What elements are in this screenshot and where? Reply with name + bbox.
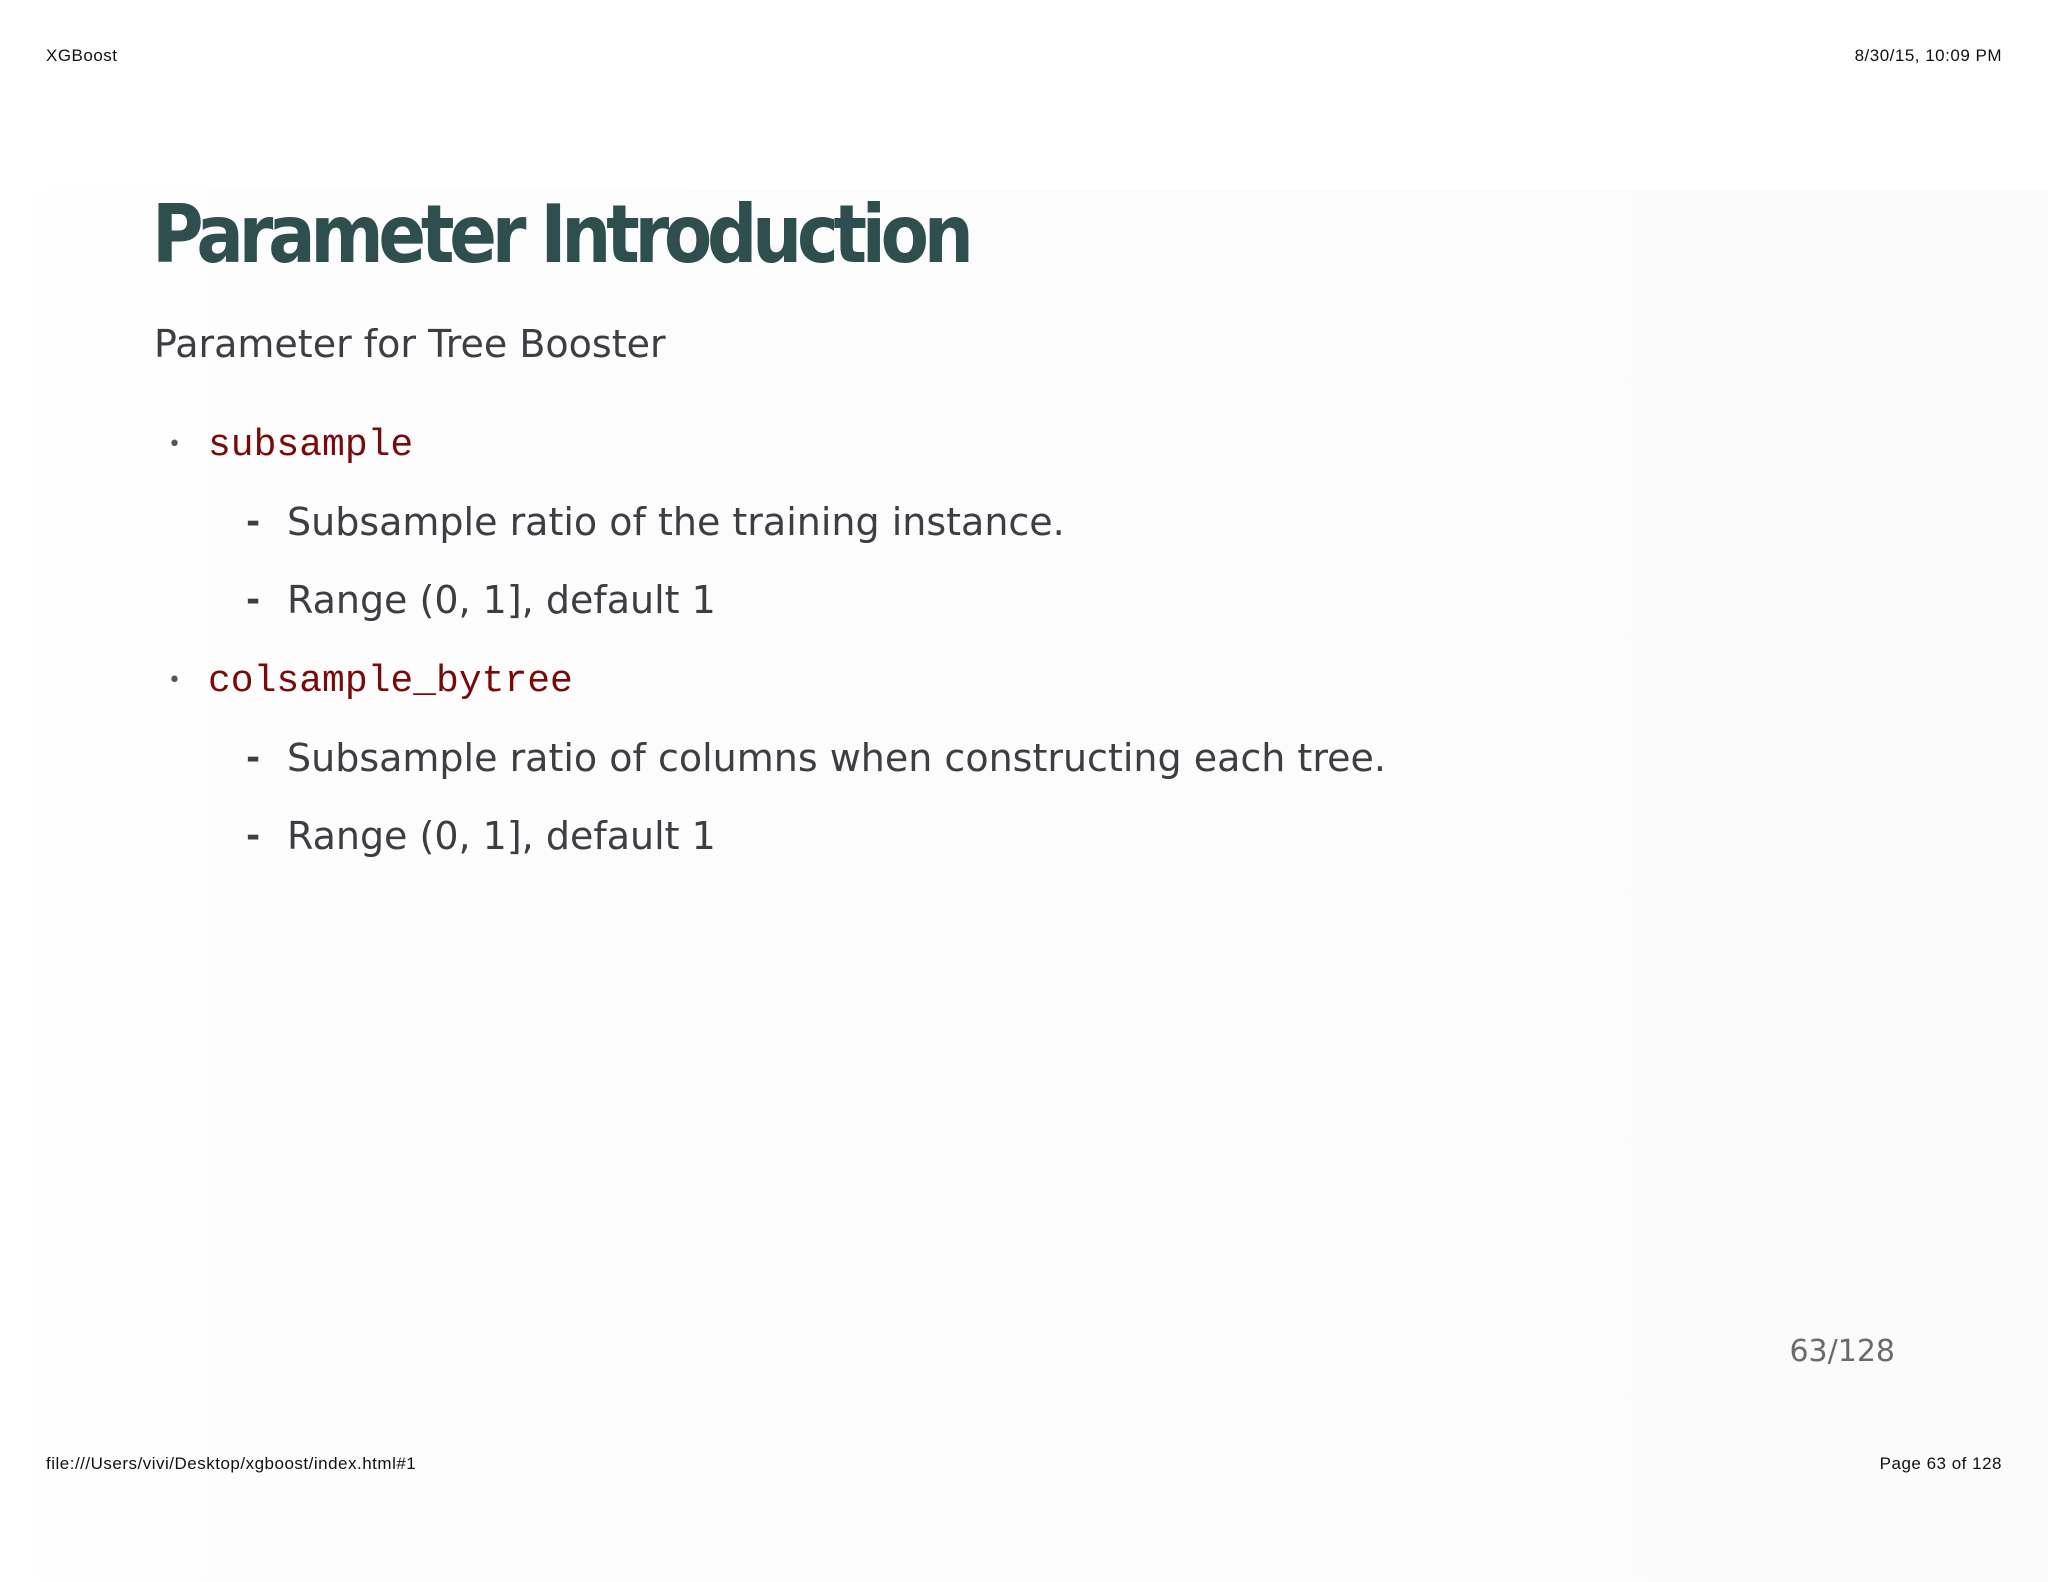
slide-title: Parameter Introduction (152, 188, 969, 281)
dash-icon: - (246, 502, 261, 542)
dash-icon: - (246, 580, 261, 620)
parameter-detail-text: Subsample ratio of columns when constructing each tree. (287, 736, 1386, 780)
parameter-name: colsample_bytree (208, 660, 573, 703)
bullet-icon: • (168, 432, 181, 457)
parameter-detail (0, 814, 2048, 874)
bullet-icon: • (168, 668, 181, 693)
dash-icon: - (246, 738, 261, 778)
print-header-title: XGBoost (46, 46, 118, 65)
parameter-detail-text: Range (0, 1], default 1 (287, 814, 716, 858)
parameter-detail (0, 736, 2048, 796)
print-header-datetime: 8/30/15, 10:09 PM (1854, 46, 2002, 65)
parameter-detail-text: Range (0, 1], default 1 (287, 578, 716, 622)
print-footer-page-number: Page 63 of 128 (1879, 1454, 2002, 1473)
parameter-name: subsample (208, 424, 414, 467)
slide-subtitle: Parameter for Tree Booster (154, 322, 666, 366)
slide-counter: 63/128 (1789, 1334, 1895, 1369)
dash-icon: - (246, 816, 261, 856)
print-footer-url: file:///Users/vivi/Desktop/xgboost/index.html#1 (46, 1454, 417, 1473)
parameter-detail-text: Subsample ratio of the training instance. (287, 500, 1065, 544)
parameter-detail (0, 578, 2048, 638)
parameter-detail (0, 500, 2048, 560)
